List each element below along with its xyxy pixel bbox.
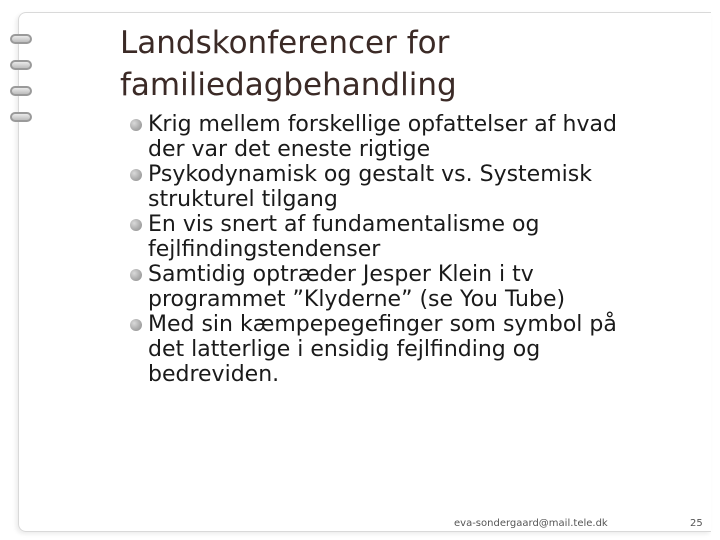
bullet-dot-icon [130, 269, 142, 281]
bullet-item [128, 112, 688, 162]
bullet-dot-icon [130, 119, 142, 131]
binder-ring [10, 60, 32, 70]
bullet-item [128, 262, 688, 312]
bullet-line: fejlfindingstendenser [148, 237, 381, 262]
title-line: familiedagbehandling [120, 67, 457, 103]
bullet-line: En vis snert af fundamentalisme og [148, 212, 540, 237]
bullet-dot-icon [130, 219, 142, 231]
bullet-line: der var det eneste rigtige [148, 137, 431, 162]
bullet-dot-icon [130, 319, 142, 331]
bullet-line: Psykodynamisk og gestalt vs. Systemisk [148, 162, 592, 187]
page-number: 25 [690, 518, 703, 529]
bullet-line: Med sin kæmpepegefinger som symbol på [148, 312, 617, 337]
bullet-item [128, 212, 688, 262]
bullet-line: det latterlige i ensidig fejlfinding og [148, 337, 541, 362]
binder-ring [10, 34, 32, 44]
bullet-line: programmet ”Klyderne” (se You Tube) [148, 287, 566, 312]
bullet-line: bedreviden. [148, 362, 280, 387]
binder-ring [10, 86, 32, 96]
bullet-line: Samtidig optræder Jesper Klein i tv [148, 262, 534, 287]
binder-rings [6, 14, 36, 528]
bullet-item [128, 162, 688, 212]
title-line: Landskonferencer for [120, 25, 450, 61]
bullet-line: Krig mellem forskellige opfattelser af hvad [148, 112, 617, 137]
bullet-dot-icon [130, 169, 142, 181]
binder-ring [10, 112, 32, 122]
bullet-line: strukturel tilgang [148, 187, 338, 212]
footer-email: eva-sondergaard@mail.tele.dk [454, 518, 608, 529]
slide-title [120, 22, 680, 106]
bullet-list [128, 112, 688, 387]
bullet-item [128, 312, 688, 387]
